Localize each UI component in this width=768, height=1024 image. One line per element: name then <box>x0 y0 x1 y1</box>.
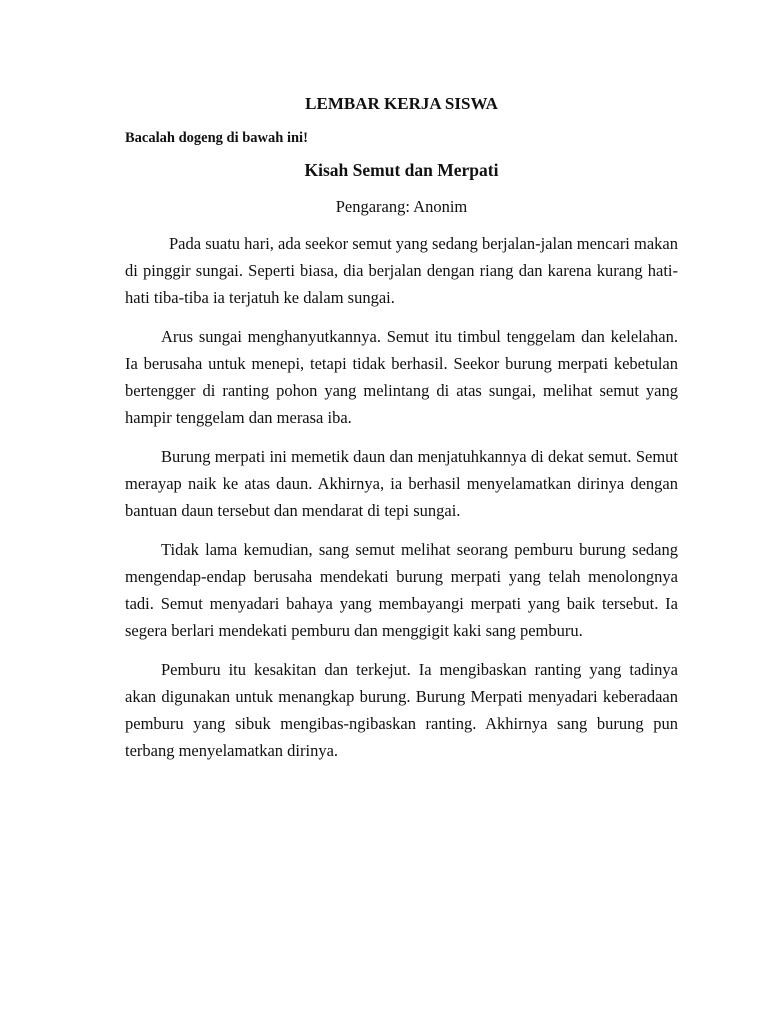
author-line: Pengarang: Anonim <box>335 197 468 216</box>
story-paragraph: Tidak lama kemudian, sang semut melihat seorang pemburu burung sedang mengendap-endap berusaha mendekati burung merpati yang telah menolongnya tadi. Semut menyadari bahaya yang membayangi merpati yang baik tersebut. Ia segera berlari mendekati pemburu dan menggigit kaki sang pemburu. <box>125 540 678 640</box>
story-paragraph: Burung merpati ini memetik daun dan menjatuhkannya di dekat semut. Semut merayap naik ke atas daun. Akhirnya, ia berhasil menyelamatkan dirinya dengan bantuan daun tersebut dan mendarat di tepi sungai. <box>125 447 678 520</box>
story-title: Kisah Semut dan Merpati <box>304 160 499 180</box>
story-paragraph: Pada suatu hari, ada seekor semut yang sedang berjalan-jalan mencari makan di pinggir sungai. Seperti biasa, dia berjalan dengan riang dan karena kurang hati-hati tiba-tiba ia terjatuh ke dalam sungai. <box>125 234 679 307</box>
worksheet-page <box>125 92 678 776</box>
story-paragraph: Arus sungai menghanyutkannya. Semut itu timbul tenggelam dan kelelahan. Ia berusaha untuk menepi, tetapi tidak berhasil. Seekor burung merpati kebetulan bertengger di ranting pohon yang melintang di atas sungai, melihat semut yang hampir tenggelam dan merasa iba. <box>125 327 678 427</box>
story-paragraph: Pemburu itu kesakitan dan terkejut. Ia mengibaskan ranting yang tadinya akan digunakan untuk menangkap burung. Burung Merpati menyadari keberadaan pemburu yang sibuk mengibas-ngibaskan ranting. Akhirnya sang burung pun terbang menyelamatkan dirinya. <box>125 660 678 760</box>
worksheet-title: LEMBAR KERJA SISWA <box>305 94 498 113</box>
instruction-text: Bacalah dogeng di bawah ini! <box>125 130 308 146</box>
story-body <box>125 230 678 764</box>
